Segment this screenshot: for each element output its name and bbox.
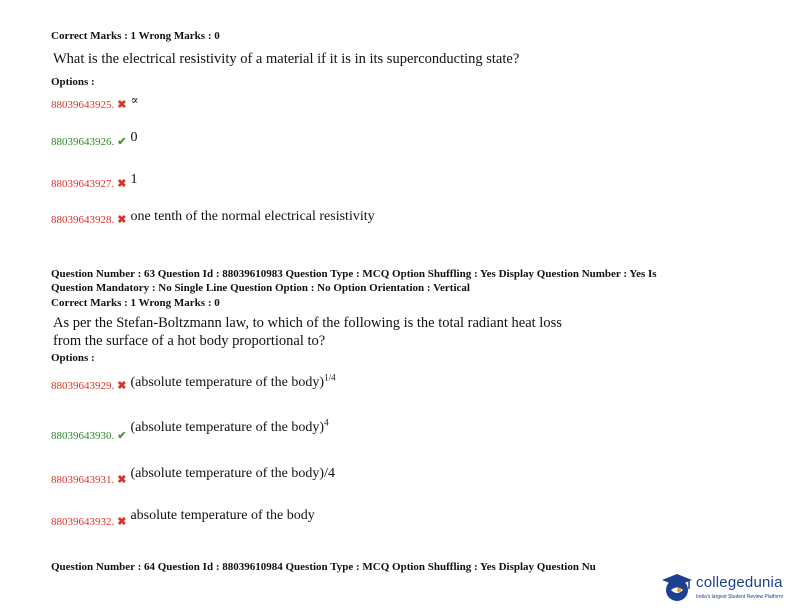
q62-question-text: What is the electrical resistivity of a material if it is in its superconducting state? <box>53 51 520 67</box>
option-id: 88039643927. <box>51 178 115 190</box>
q63-option-4 <box>51 506 315 528</box>
logo-tagline: India's largest Student Review Platform <box>696 594 784 600</box>
q62-option-1 <box>51 95 139 113</box>
q62-option-3 <box>51 174 137 192</box>
q64-header-line1: Question Number : 64 Question Id : 88039610984 Question Type : MCQ Option Shuffling : Yes Display Question Nu <box>51 561 596 573</box>
q63-question-line1: As per the Stefan-Boltzmann law, to which of the following is the total radiant heat loss <box>53 315 562 331</box>
q63-option-2 <box>51 417 329 442</box>
wrong-mark-icon: ✖ <box>117 178 127 190</box>
option-text: one tenth of the normal electrical resistivity <box>130 209 375 224</box>
q62-option-2 <box>51 132 137 150</box>
correct-check-icon: ✔ <box>117 430 127 442</box>
option-id: 88039643932. <box>51 516 115 528</box>
option-id: 88039643928. <box>51 214 115 226</box>
q62-option-4 <box>51 210 375 228</box>
option-text: (absolute temperature of the body)/4 <box>130 466 335 481</box>
option-id: 88039643929. <box>51 380 115 392</box>
q63-marks: Correct Marks : 1 Wrong Marks : 0 <box>51 297 220 309</box>
q63-question-line2: from the surface of a hot body proportional to? <box>53 333 326 349</box>
graduation-cap-icon <box>660 570 694 604</box>
option-text: (absolute temperature of the body) <box>130 420 325 435</box>
q63-header-line1: Question Number : 63 Question Id : 88039610983 Question Type : MCQ Option Shuffling : Yes Display Question Number : Yes Is <box>51 268 657 280</box>
option-id: 88039643930. <box>51 430 115 442</box>
option-text: 1 <box>130 172 138 187</box>
q63-header-line2: Question Mandatory : No Single Line Question Option : No Option Orientation : Vertical <box>51 282 470 294</box>
wrong-mark-icon: ✖ <box>117 474 127 486</box>
correct-check-icon: ✔ <box>117 136 127 148</box>
wrong-mark-icon: ✖ <box>117 516 127 528</box>
option-text: absolute temperature of the body <box>130 508 315 523</box>
option-exponent: 4 <box>324 417 329 428</box>
wrong-mark-icon: ✖ <box>117 214 127 226</box>
q62-options-label: Options : <box>51 76 95 88</box>
wrong-mark-icon: ✖ <box>117 99 127 111</box>
q62-marks: Correct Marks : 1 Wrong Marks : 0 <box>51 30 220 42</box>
wrong-mark-icon: ✖ <box>117 380 127 392</box>
option-text: 0 <box>130 130 138 145</box>
q63-options-label: Options : <box>51 352 95 364</box>
option-id: 88039643926. <box>51 136 115 148</box>
collegedunia-logo <box>660 570 790 608</box>
option-id: 88039643931. <box>51 474 115 486</box>
logo-name: collegedunia <box>696 574 783 591</box>
option-text: (absolute temperature of the body) <box>130 375 325 390</box>
option-exponent: 1/4 <box>324 372 336 383</box>
option-text: ∝ <box>130 93 139 107</box>
q63-option-1 <box>51 372 336 394</box>
option-id: 88039643925. <box>51 99 115 111</box>
q63-option-3 <box>51 464 335 486</box>
